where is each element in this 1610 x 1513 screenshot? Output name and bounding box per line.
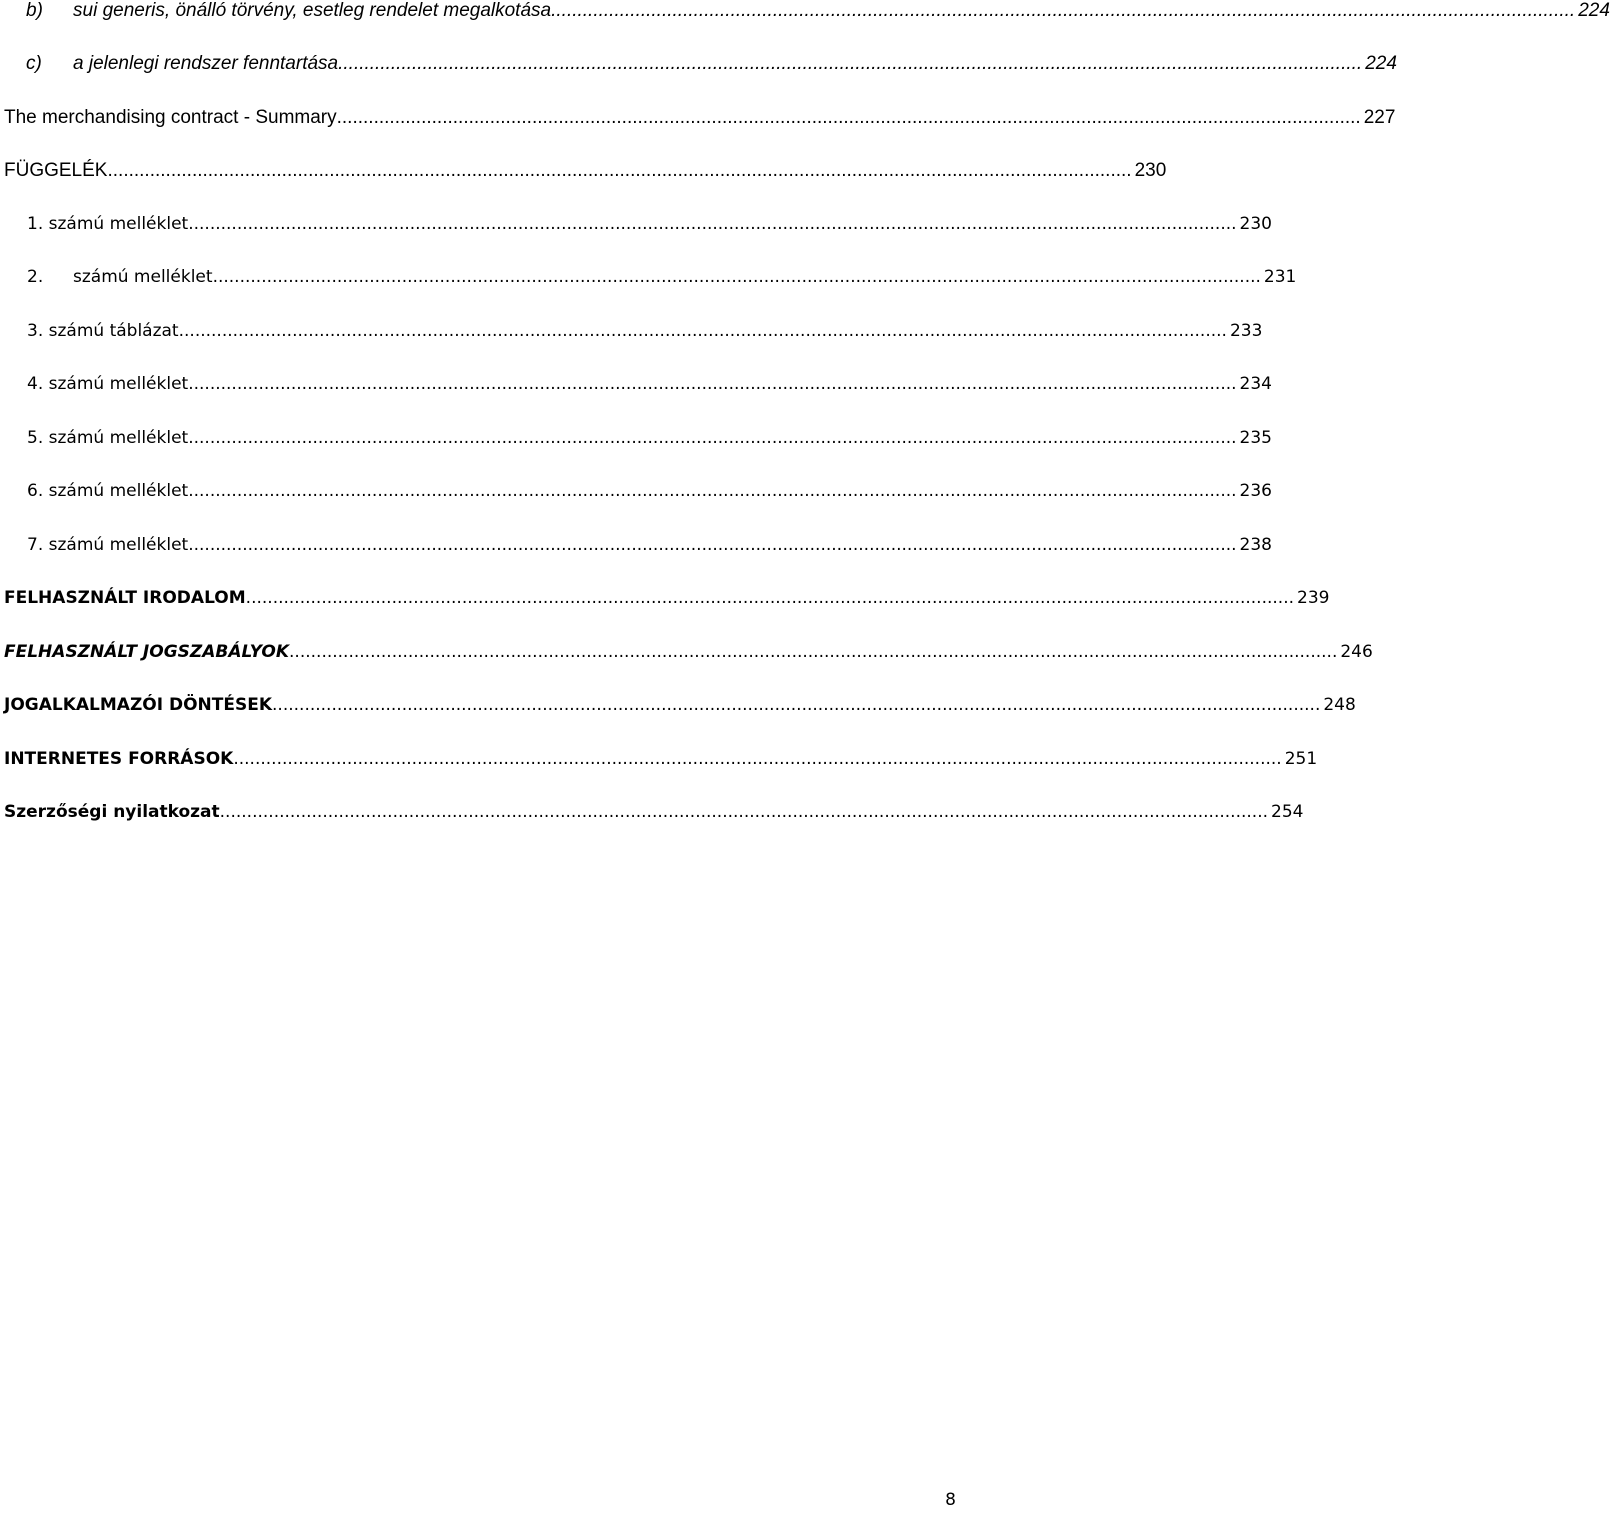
toc-entry-prefix: 2. [27, 267, 44, 287]
toc-entry[interactable] [0, 642, 1373, 672]
page-number: 8 [945, 1490, 956, 1510]
toc-entry-title: számú melléklet [48, 374, 189, 394]
toc-entry-page: 236 [1239, 481, 1272, 501]
toc-entry[interactable] [0, 267, 1297, 297]
toc-leader-dots: .................................................................................................................................................................................................. [233, 749, 1282, 769]
toc-entry-label [0, 802, 220, 822]
toc-leader-dots: .................................................................................................................................................................................................. [188, 374, 1237, 394]
toc-entry-label [0, 53, 338, 75]
toc-entry-page: 238 [1239, 535, 1272, 555]
toc-leader-dots: .................................................................................................................................................................................................. [338, 53, 1363, 74]
toc-entry[interactable] [0, 321, 1263, 351]
toc-entry[interactable] [0, 107, 1396, 137]
toc-entry-prefix: 1. [27, 214, 44, 234]
toc-entry[interactable] [0, 588, 1330, 618]
toc-entry-page: 224 [1578, 0, 1610, 21]
toc-entry[interactable] [0, 802, 1304, 832]
toc-entry-title: FELHASZNÁLT JOGSZABÁLYOK [4, 642, 290, 662]
toc-entry-page: 246 [1340, 642, 1373, 662]
toc-leader-dots: .................................................................................................................................................................................................. [188, 481, 1237, 501]
toc-entry-title: INTERNETES FORRÁSOK [4, 749, 234, 769]
toc-entry-title: számú táblázat [48, 321, 179, 341]
toc-entry[interactable] [0, 374, 1272, 404]
toc-entry[interactable] [0, 160, 1167, 190]
toc-entry-title: JOGALKALMAZÓI DÖNTÉSEK [4, 695, 273, 715]
toc-leader-dots: .................................................................................................................................................................................................. [212, 267, 1261, 287]
toc-leader-dots: .................................................................................................................................................................................................. [336, 107, 1361, 128]
toc-entry-page: 227 [1363, 107, 1396, 128]
toc-entry-title: számú melléklet [48, 214, 189, 234]
toc-entry-label [0, 428, 188, 448]
toc-entry-page: 235 [1239, 428, 1272, 448]
toc-entry-label [0, 321, 179, 341]
toc-entry-label [0, 374, 188, 394]
toc-entry-title: a jelenlegi rendszer fenntartása [73, 53, 339, 74]
toc-entry-page: 233 [1229, 321, 1263, 341]
toc-entry-label [0, 160, 107, 182]
toc-entry[interactable] [0, 481, 1272, 511]
toc-leader-dots: .................................................................................................................................................................................................. [188, 428, 1237, 448]
toc-entry-label [0, 535, 188, 555]
toc-entry-prefix: 7. [27, 535, 44, 555]
toc-entry-label [0, 749, 233, 769]
toc-leader-dots: .................................................................................................................................................................................................. [188, 535, 1237, 555]
toc-entry[interactable] [0, 428, 1272, 458]
toc-entry-title: számú melléklet [73, 267, 213, 287]
toc-entry-page: 224 [1365, 53, 1397, 74]
toc-entry-prefix: 3. [27, 321, 44, 341]
toc-entry-title: számú melléklet [48, 428, 189, 448]
toc-entry-label [0, 0, 551, 22]
toc-leader-dots: .................................................................................................................................................................................................. [272, 695, 1321, 715]
toc-entry-title: FÜGGELÉK [4, 160, 108, 181]
toc-leader-dots: .................................................................................................................................................................................................. [245, 588, 1295, 608]
toc-entry-prefix: 5. [27, 428, 44, 448]
toc-leader-dots: .................................................................................................................................................................................................. [219, 802, 1268, 822]
toc-entry[interactable] [0, 695, 1356, 725]
toc-entry-page: 230 [1134, 160, 1167, 181]
toc-entry-page: 239 [1297, 588, 1330, 608]
toc-entry[interactable] [0, 749, 1318, 779]
toc-entry-label [0, 642, 289, 662]
toc-entry-label [0, 695, 272, 715]
toc-entry-label [0, 481, 188, 501]
toc-entry[interactable] [0, 0, 1610, 30]
toc-entry-page: 234 [1239, 374, 1272, 394]
toc-entry-title: Szerzőségi nyilatkozat [4, 802, 220, 822]
toc-entry-label [0, 588, 246, 608]
toc-entry[interactable] [0, 214, 1272, 244]
toc-entry-title: számú melléklet [48, 535, 189, 555]
toc-leader-dots: .................................................................................................................................................................................................. [107, 160, 1132, 181]
toc-entry-page: 231 [1263, 267, 1297, 287]
toc-entry-label [0, 107, 337, 129]
toc-entry-title: The merchandising contract - Summary [4, 107, 337, 128]
toc-entry-title: sui generis, önálló törvény, esetleg rendelet megalkotása [73, 0, 552, 21]
toc-entry-prefix: 4. [27, 374, 44, 394]
toc-entry-title: számú melléklet [48, 481, 189, 501]
toc-entry-page: 248 [1323, 695, 1356, 715]
toc-entry-page: 230 [1239, 214, 1272, 234]
toc-leader-dots: .................................................................................................................................................................................................. [289, 642, 1338, 662]
toc-entry-prefix: b) [26, 0, 43, 21]
toc-leader-dots: .................................................................................................................................................................................................. [178, 321, 1227, 341]
toc-entry[interactable] [0, 535, 1272, 565]
toc-entry-title: FELHASZNÁLT IRODALOM [4, 588, 246, 608]
toc-entry-page: 254 [1271, 802, 1304, 822]
toc-entry[interactable] [0, 53, 1397, 83]
toc-leader-dots: .................................................................................................................................................................................................. [188, 214, 1237, 234]
toc-entry-prefix: 6. [27, 481, 44, 501]
toc-entry-label [0, 214, 188, 234]
toc-entry-label [0, 267, 213, 287]
toc-leader-dots: .................................................................................................................................................................................................. [551, 0, 1576, 21]
toc-entry-prefix: c) [26, 53, 42, 74]
toc-entry-page: 251 [1284, 749, 1318, 769]
